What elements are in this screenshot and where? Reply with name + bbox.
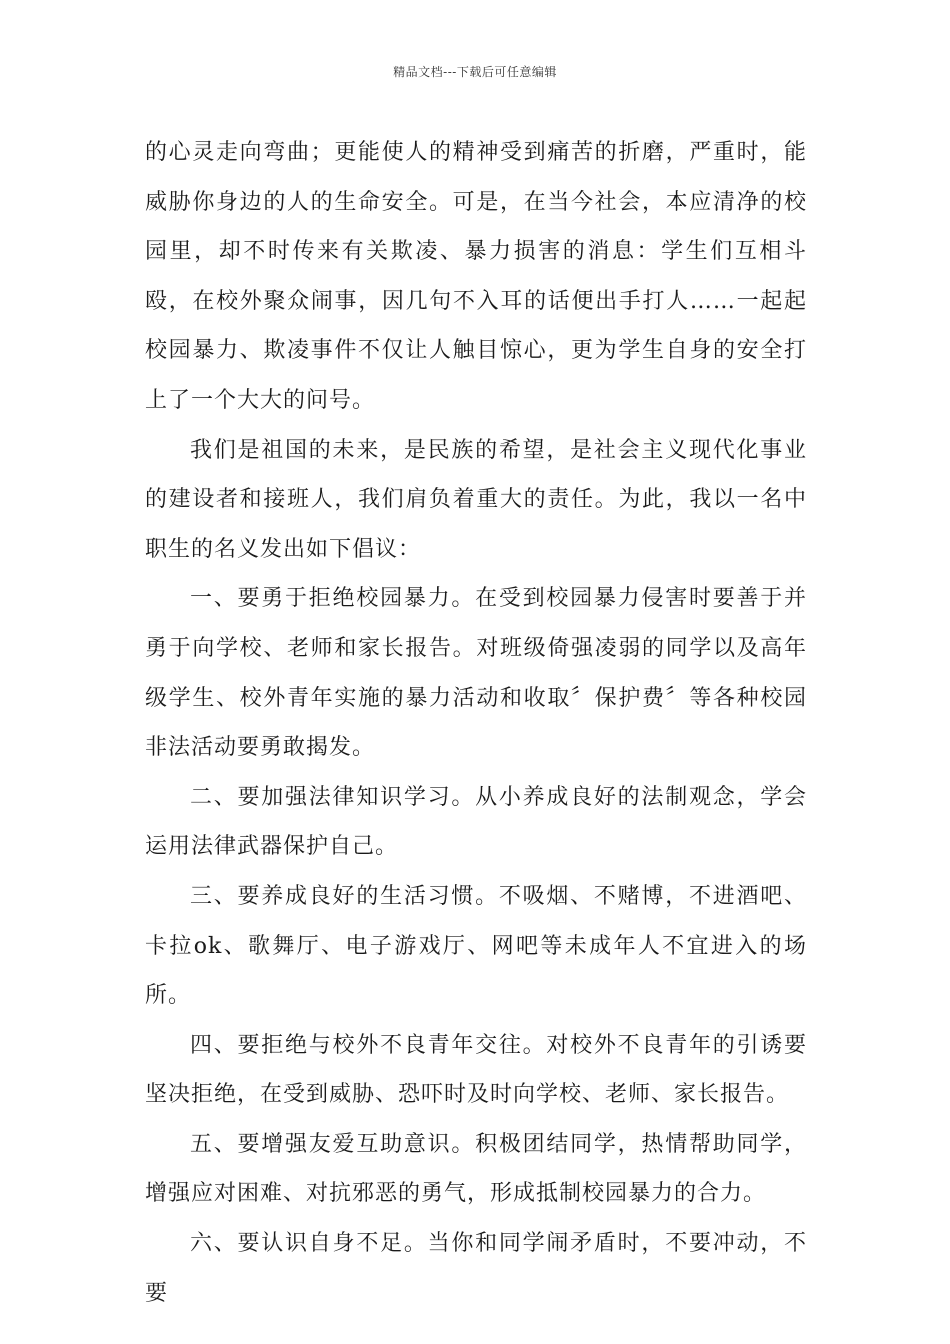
page-header: 精品文档---下载后可任意编辑	[393, 65, 557, 79]
paragraph-item-3: 三、要养成良好的生活习惯。不吸烟、不赌博，不进酒吧、卡拉ok、歌舞厅、电子游戏厅、网吧等未成年人不宜进入的场所。	[145, 883, 807, 1009]
document-body	[145, 128, 807, 1318]
paragraph-item-5: 五、要增强友爱互助意识。积极团结同学，热情帮助同学，增强应对困难、对抗邪恶的勇气，形成抵制校园暴力的合力。	[145, 1131, 807, 1207]
paragraph-item-6: 六、要认识自身不足。当你和同学闹矛盾时，不要冲动，不要	[145, 1231, 807, 1306]
paragraph-item-2: 二、要加强法律知识学习。从小养成良好的法制观念，学会运用法律武器保护自己。	[145, 784, 807, 860]
paragraph-initiative-intro: 我们是祖国的未来，是民族的希望，是社会主义现代化事业的建设者和接班人，我们肩负着重大的责任。为此，我以一名中职生的名义发出如下倡议：	[145, 437, 807, 562]
paragraph-continuation: 的心灵走向弯曲；更能使人的精神受到痛苦的折磨，严重时，能威胁你身边的人的生命安全。可是，在当今社会，本应清净的校园里，却不时传来有关欺凌、暴力损害的消息：学生们互相斗殴，在校外聚众闹事，因几句不入耳的话便出手打人……一起起校园暴力、欺凌事件不仅让人触目惊心，更为学生自身的安全打上了一个大大的问号。	[145, 140, 807, 413]
paragraph-item-1: 一、要勇于拒绝校园暴力。在受到校园暴力侵害时要善于并勇于向学校、老师和家长报告。对班级倚强凌弱的同学以及高年级学生、校外青年实施的暴力活动和收取〞保护费〞等各种校园非法活动要勇敢揭发。	[145, 586, 807, 761]
paragraph-item-4: 四、要拒绝与校外不良青年交往。对校外不良青年的引诱要坚决拒绝，在受到威胁、恐吓时及时向学校、老师、家长报告。	[145, 1032, 807, 1108]
